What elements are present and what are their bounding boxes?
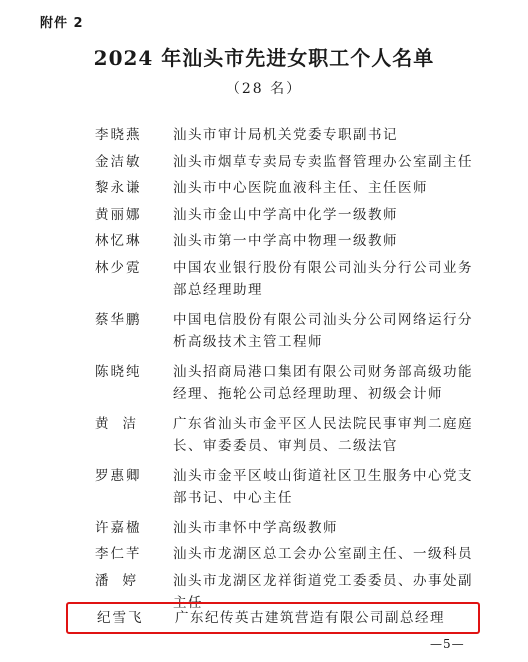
page-number: —5— xyxy=(430,637,465,651)
list-item xyxy=(0,361,528,413)
list-item xyxy=(0,570,528,611)
list-item xyxy=(0,204,528,231)
list-item xyxy=(0,124,528,151)
person-name: 林忆琳 xyxy=(95,233,142,249)
list-item xyxy=(0,543,528,570)
list-item xyxy=(0,257,528,309)
person-name: 黄丽娜 xyxy=(95,206,142,223)
list-item xyxy=(0,309,528,361)
person-name: 林少霓 xyxy=(95,259,142,276)
person-name: 罗惠卿 xyxy=(95,467,142,484)
person-position: 广东省汕头市金平区人民法院民事审判二庭庭长、审委委员、审判员、二级法官 xyxy=(173,415,473,454)
person-position: 汕头市龙湖区龙祥街道党工委委员、办事处副主任 xyxy=(173,572,473,611)
person-name: 纪雪飞 xyxy=(97,610,144,626)
person-position: 汕头市烟草专卖局专卖监督管理办公室副主任 xyxy=(173,153,473,170)
person-name: 许嘉楹 xyxy=(95,519,142,536)
highlight-box xyxy=(66,602,480,634)
person-position: 汕头招商局港口集团有限公司财务部高级功能经理、拖轮公司总经理助理、初级会计师 xyxy=(173,363,473,402)
page-title: 2024 年汕头市先进女职工个人名单 xyxy=(93,46,435,70)
person-position: 中国农业银行股份有限公司汕头分行公司业务部总经理助理 xyxy=(173,259,473,298)
person-name: 李晓燕 xyxy=(95,127,142,143)
person-name: 李仁芊 xyxy=(95,546,142,562)
person-name: 黎永谦 xyxy=(95,180,142,196)
attachment-label: 附件 2 xyxy=(40,16,84,31)
list-item xyxy=(0,230,528,257)
list-item xyxy=(0,413,528,465)
person-position: 汕头市第一中学高中物理一级教师 xyxy=(173,233,398,249)
highlighted-list-item xyxy=(68,607,478,630)
person-position: 汕头市聿怀中学高级教师 xyxy=(173,519,338,536)
person-position: 广东纪传英古建筑营造有限公司副总经理 xyxy=(175,610,445,626)
person-position: 汕头市金平区岐山街道社区卫生服务中心党支部书记、中心主任 xyxy=(173,467,473,506)
person-name: 陈晓纯 xyxy=(95,363,142,380)
list-item xyxy=(0,465,528,517)
person-name: 黄洁 xyxy=(95,415,150,432)
person-position: 中国电信股份有限公司汕头分公司网络运行分析高级技术主管工程师 xyxy=(173,311,473,350)
list-item xyxy=(0,177,528,204)
person-name: 潘婷 xyxy=(95,572,150,589)
count-label: （28 名） xyxy=(225,81,303,97)
person-position: 汕头市金山中学高中化学一级教师 xyxy=(173,206,398,223)
person-name: 金洁敏 xyxy=(95,153,142,170)
list-item xyxy=(0,517,528,544)
person-position: 汕头市审计局机关党委专职副书记 xyxy=(173,127,398,143)
person-position: 汕头市龙湖区总工会办公室副主任、一级科员 xyxy=(173,546,473,562)
person-name: 蔡华鹏 xyxy=(95,311,142,328)
list-item xyxy=(0,151,528,178)
person-position: 汕头市中心医院血液科主任、主任医师 xyxy=(173,180,428,196)
name-list xyxy=(0,124,528,611)
